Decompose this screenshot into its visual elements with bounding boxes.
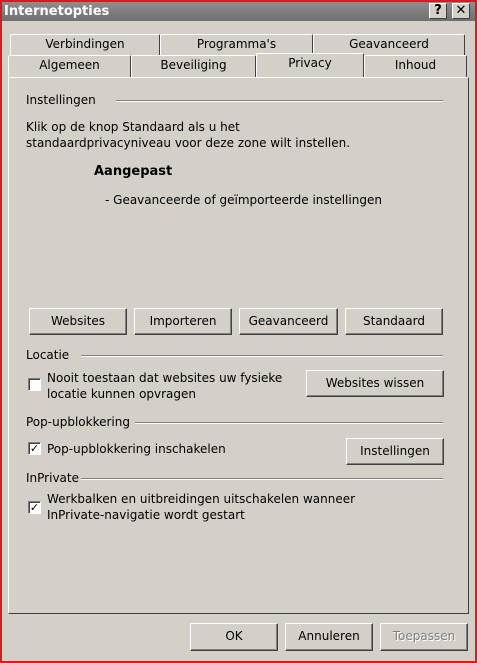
- websites-button[interactable]: Websites: [29, 308, 127, 335]
- title-bar: [2, 2, 475, 21]
- close-icon: ✕: [455, 3, 467, 18]
- settings-heading: Instellingen: [26, 93, 96, 107]
- tab-algemeen[interactable]: Algemeen: [8, 55, 131, 77]
- settings-divider: [116, 100, 443, 102]
- tab-programmas[interactable]: Programma's: [160, 34, 313, 56]
- privacy-tab-panel: [8, 77, 469, 614]
- check-mark-icon: ✓: [29, 442, 40, 455]
- popup-divider: [135, 422, 443, 424]
- tab-privacy[interactable]: Privacy: [256, 53, 364, 77]
- tab-verbindingen[interactable]: Verbindingen: [10, 34, 160, 56]
- privacy-level-title: Aangepast: [94, 164, 173, 179]
- privacy-level-detail: - Geavanceerde of geïmporteerde instellingen: [105, 193, 382, 207]
- inprivate-heading: InPrivate: [26, 471, 79, 485]
- advanced-button[interactable]: Geavanceerd: [239, 308, 338, 335]
- popup-settings-button[interactable]: Instellingen: [346, 438, 444, 465]
- help-button[interactable]: ?: [429, 3, 447, 19]
- check-mark-icon: ✓: [29, 501, 40, 514]
- location-checkbox-label-line2: locatie kunnen opvragen: [47, 387, 197, 401]
- location-checkbox[interactable]: [28, 378, 41, 391]
- cancel-button[interactable]: Annuleren: [285, 623, 373, 651]
- popup-checkbox-label: Pop-upblokkering inschakelen: [47, 442, 226, 456]
- location-checkbox-label-line1: Nooit toestaan dat websites uw fysieke: [47, 371, 283, 385]
- close-button[interactable]: [452, 3, 470, 19]
- popup-heading: Pop-upblokkering: [26, 415, 130, 429]
- ok-button[interactable]: OK: [190, 623, 278, 651]
- clear-websites-button[interactable]: Websites wissen: [306, 370, 444, 397]
- default-button[interactable]: Standaard: [345, 308, 443, 335]
- window-title: Internetopties: [4, 4, 110, 19]
- tab-geavanceerd[interactable]: Geavanceerd: [313, 34, 465, 56]
- location-divider: [81, 355, 443, 357]
- inprivate-checkbox[interactable]: [28, 501, 41, 514]
- popup-checkbox[interactable]: [28, 442, 41, 455]
- inprivate-checkbox-label-line1: Werkbalken en uitbreidingen uitschakelen wanneer: [47, 492, 356, 506]
- tab-inhoud[interactable]: Inhoud: [364, 55, 467, 77]
- tab-beveiliging[interactable]: Beveiliging: [131, 55, 256, 77]
- settings-description-line2: standaardprivacyniveau voor deze zone wilt instellen.: [26, 136, 351, 150]
- settings-description-line1: Klik op de knop Standaard als u het: [26, 120, 240, 134]
- inprivate-divider: [81, 478, 443, 480]
- location-heading: Locatie: [26, 348, 70, 362]
- inprivate-checkbox-label-line2: InPrivate-navigatie wordt gestart: [47, 508, 245, 522]
- apply-button[interactable]: Toepassen: [380, 623, 468, 651]
- import-button[interactable]: Importeren: [134, 308, 232, 335]
